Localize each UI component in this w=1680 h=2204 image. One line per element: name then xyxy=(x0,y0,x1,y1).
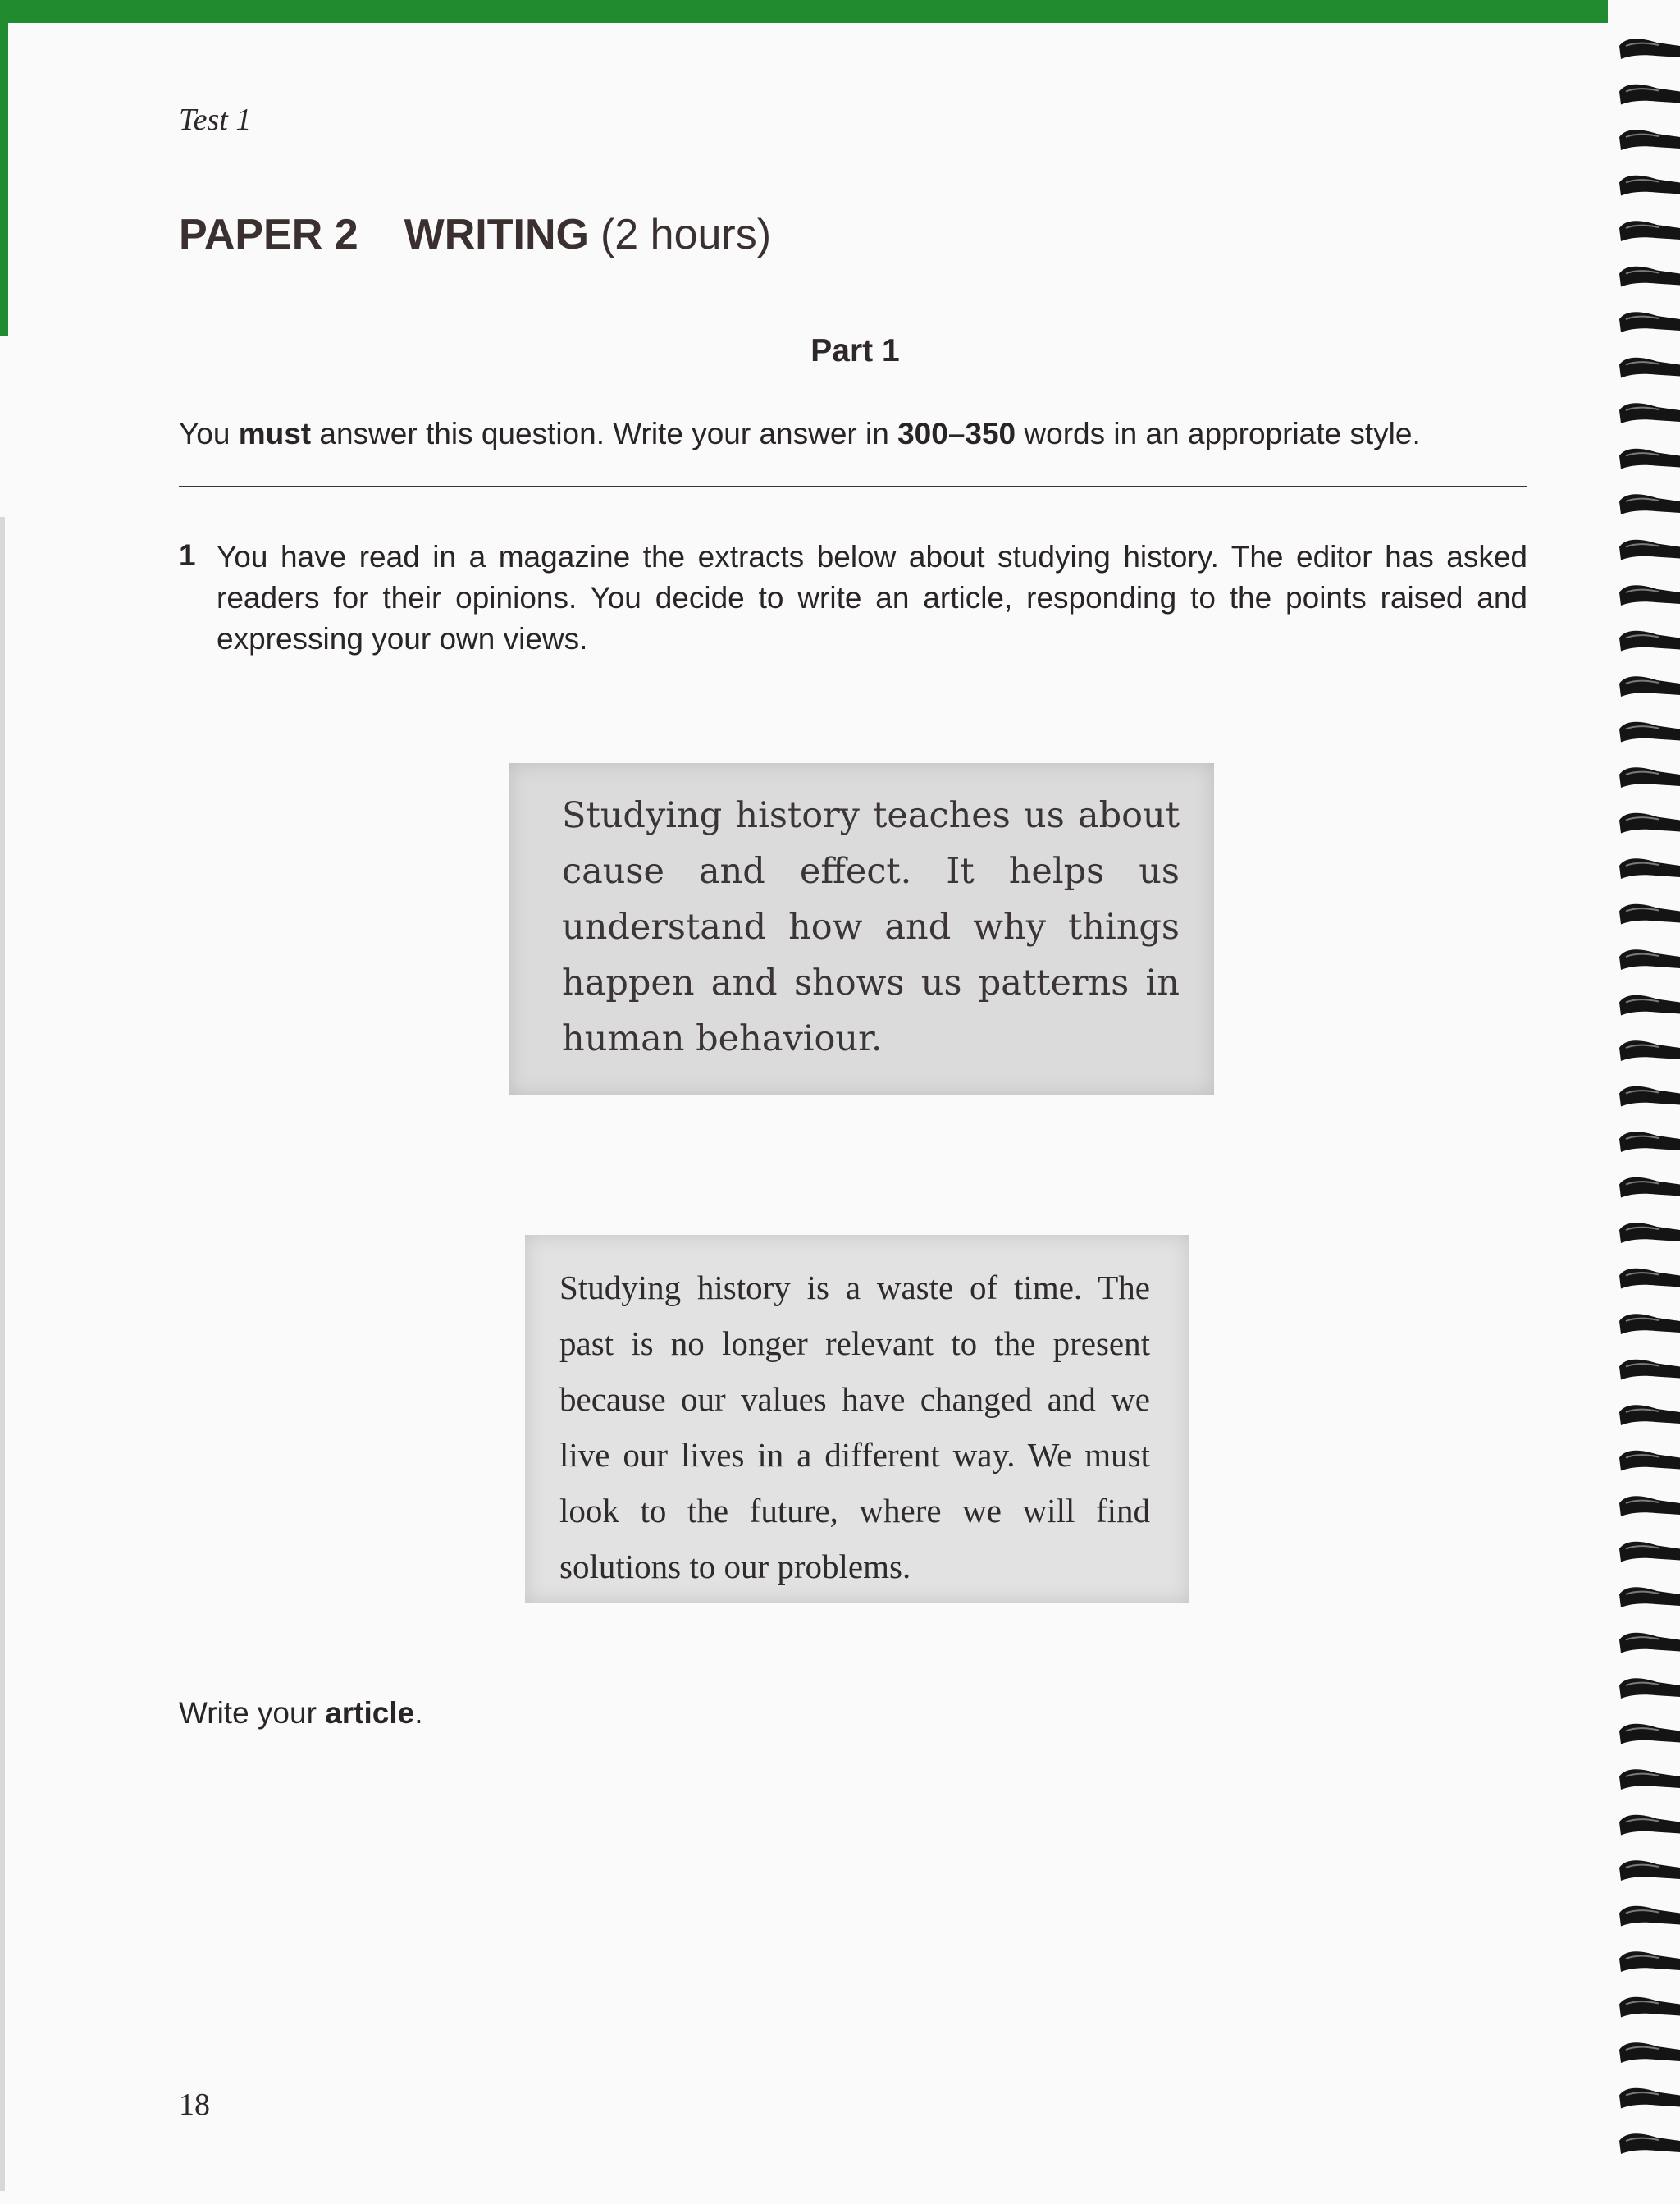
extract-2-text: Studying history is a waste of time. The past is no longer relevant to the present because our values have changed and we live our lives in a different way. We must look to the future, where we will find solutions to our problems. xyxy=(559,1269,1150,1585)
spiral-coil xyxy=(1619,858,1680,879)
spiral-coil xyxy=(1619,995,1680,1016)
spiral-coil xyxy=(1619,1177,1680,1198)
closing-task-type: article xyxy=(325,1696,415,1730)
spiral-coil xyxy=(1619,1906,1680,1927)
spiral-coil xyxy=(1619,540,1680,560)
spiral-coil xyxy=(1619,1860,1680,1881)
spiral-coil xyxy=(1619,1223,1680,1243)
spiral-coil xyxy=(1619,1542,1680,1562)
spiral-coil xyxy=(1619,1040,1680,1061)
spiral-coil xyxy=(1619,1587,1680,1607)
instruction-word-count: 300–350 xyxy=(897,417,1016,450)
spiral-coil xyxy=(1619,1724,1680,1744)
question-text: You have read in a magazine the extracts below about studying history. The editor has asked readers for their opinions. You decide to write an article, responding to the points raised and expressing your own views. xyxy=(217,540,1527,656)
spiral-coil xyxy=(1619,1405,1680,1425)
spiral-coil xyxy=(1619,1451,1680,1471)
spiral-coil xyxy=(1619,1678,1680,1699)
question-number: 1 xyxy=(179,538,196,572)
spiral-coil xyxy=(1619,312,1680,332)
green-top-border xyxy=(0,0,1608,23)
spiral-coil xyxy=(1619,85,1680,105)
spiral-coil xyxy=(1619,221,1680,241)
instruction xyxy=(179,417,1421,451)
spiral-coil xyxy=(1619,1314,1680,1334)
spiral-coil xyxy=(1619,1086,1680,1107)
spiral-coil xyxy=(1619,358,1680,378)
closing-text-2: . xyxy=(414,1696,423,1730)
instruction-emphasis-must: must xyxy=(238,417,312,450)
closing-text-1: Write your xyxy=(179,1696,326,1730)
spiral-coil xyxy=(1619,2133,1680,2154)
extract-box-2 xyxy=(525,1235,1189,1603)
spiral-coil xyxy=(1619,722,1680,743)
instruction-text-1: You xyxy=(179,417,239,450)
spiral-coil xyxy=(1619,813,1680,834)
spiral-coil xyxy=(1619,1360,1680,1380)
spiral-coil xyxy=(1619,1496,1680,1516)
spiral-coil xyxy=(1619,39,1680,59)
spiral-coil xyxy=(1619,1815,1680,1836)
spiral-coil xyxy=(1619,1269,1680,1289)
spiral-coil xyxy=(1619,676,1680,697)
part-title: Part 1 xyxy=(810,333,900,368)
spiral-coil xyxy=(1619,449,1680,469)
spiral-coil xyxy=(1619,949,1680,970)
spiral-coil xyxy=(1619,1997,1680,2018)
paper-number: PAPER 2 xyxy=(179,211,358,258)
paper-title xyxy=(179,210,771,259)
extract-box-1 xyxy=(509,763,1214,1095)
spiral-coil xyxy=(1619,2088,1680,2109)
paper-duration: (2 hours) xyxy=(600,211,772,258)
green-left-border xyxy=(0,0,8,336)
spiral-coil xyxy=(1619,585,1680,606)
spiral-coil xyxy=(1619,176,1680,196)
extract-1-text: Studying history teaches us about cause and effect. It helps us understand how and why things happen and shows us patterns in human behaviour. xyxy=(562,795,1180,1059)
spiral-coil xyxy=(1619,904,1680,925)
spiral-coil xyxy=(1619,631,1680,652)
spiral-coil xyxy=(1619,767,1680,788)
spiral-coil xyxy=(1619,1769,1680,1790)
divider-rule xyxy=(179,486,1527,487)
spiral-coil xyxy=(1619,267,1680,287)
running-head: Test 1 xyxy=(179,103,252,137)
instruction-text-2: answer this question. Write your answer in xyxy=(311,417,898,450)
spiral-coil xyxy=(1619,403,1680,423)
spiral-coil xyxy=(1619,1951,1680,1972)
spiral-coil xyxy=(1619,130,1680,150)
page-edge xyxy=(0,517,5,2191)
spiral-coil xyxy=(1619,494,1680,514)
spiral-coil xyxy=(1619,2042,1680,2063)
spiral-coil xyxy=(1619,1633,1680,1653)
closing-instruction xyxy=(179,1696,423,1731)
spiral-binding xyxy=(1608,0,1680,2204)
instruction-text-3: words in an appropriate style. xyxy=(1016,417,1421,450)
spiral-coil xyxy=(1619,1132,1680,1152)
page-number: 18 xyxy=(179,2087,210,2122)
paper-name: WRITING xyxy=(404,211,589,258)
